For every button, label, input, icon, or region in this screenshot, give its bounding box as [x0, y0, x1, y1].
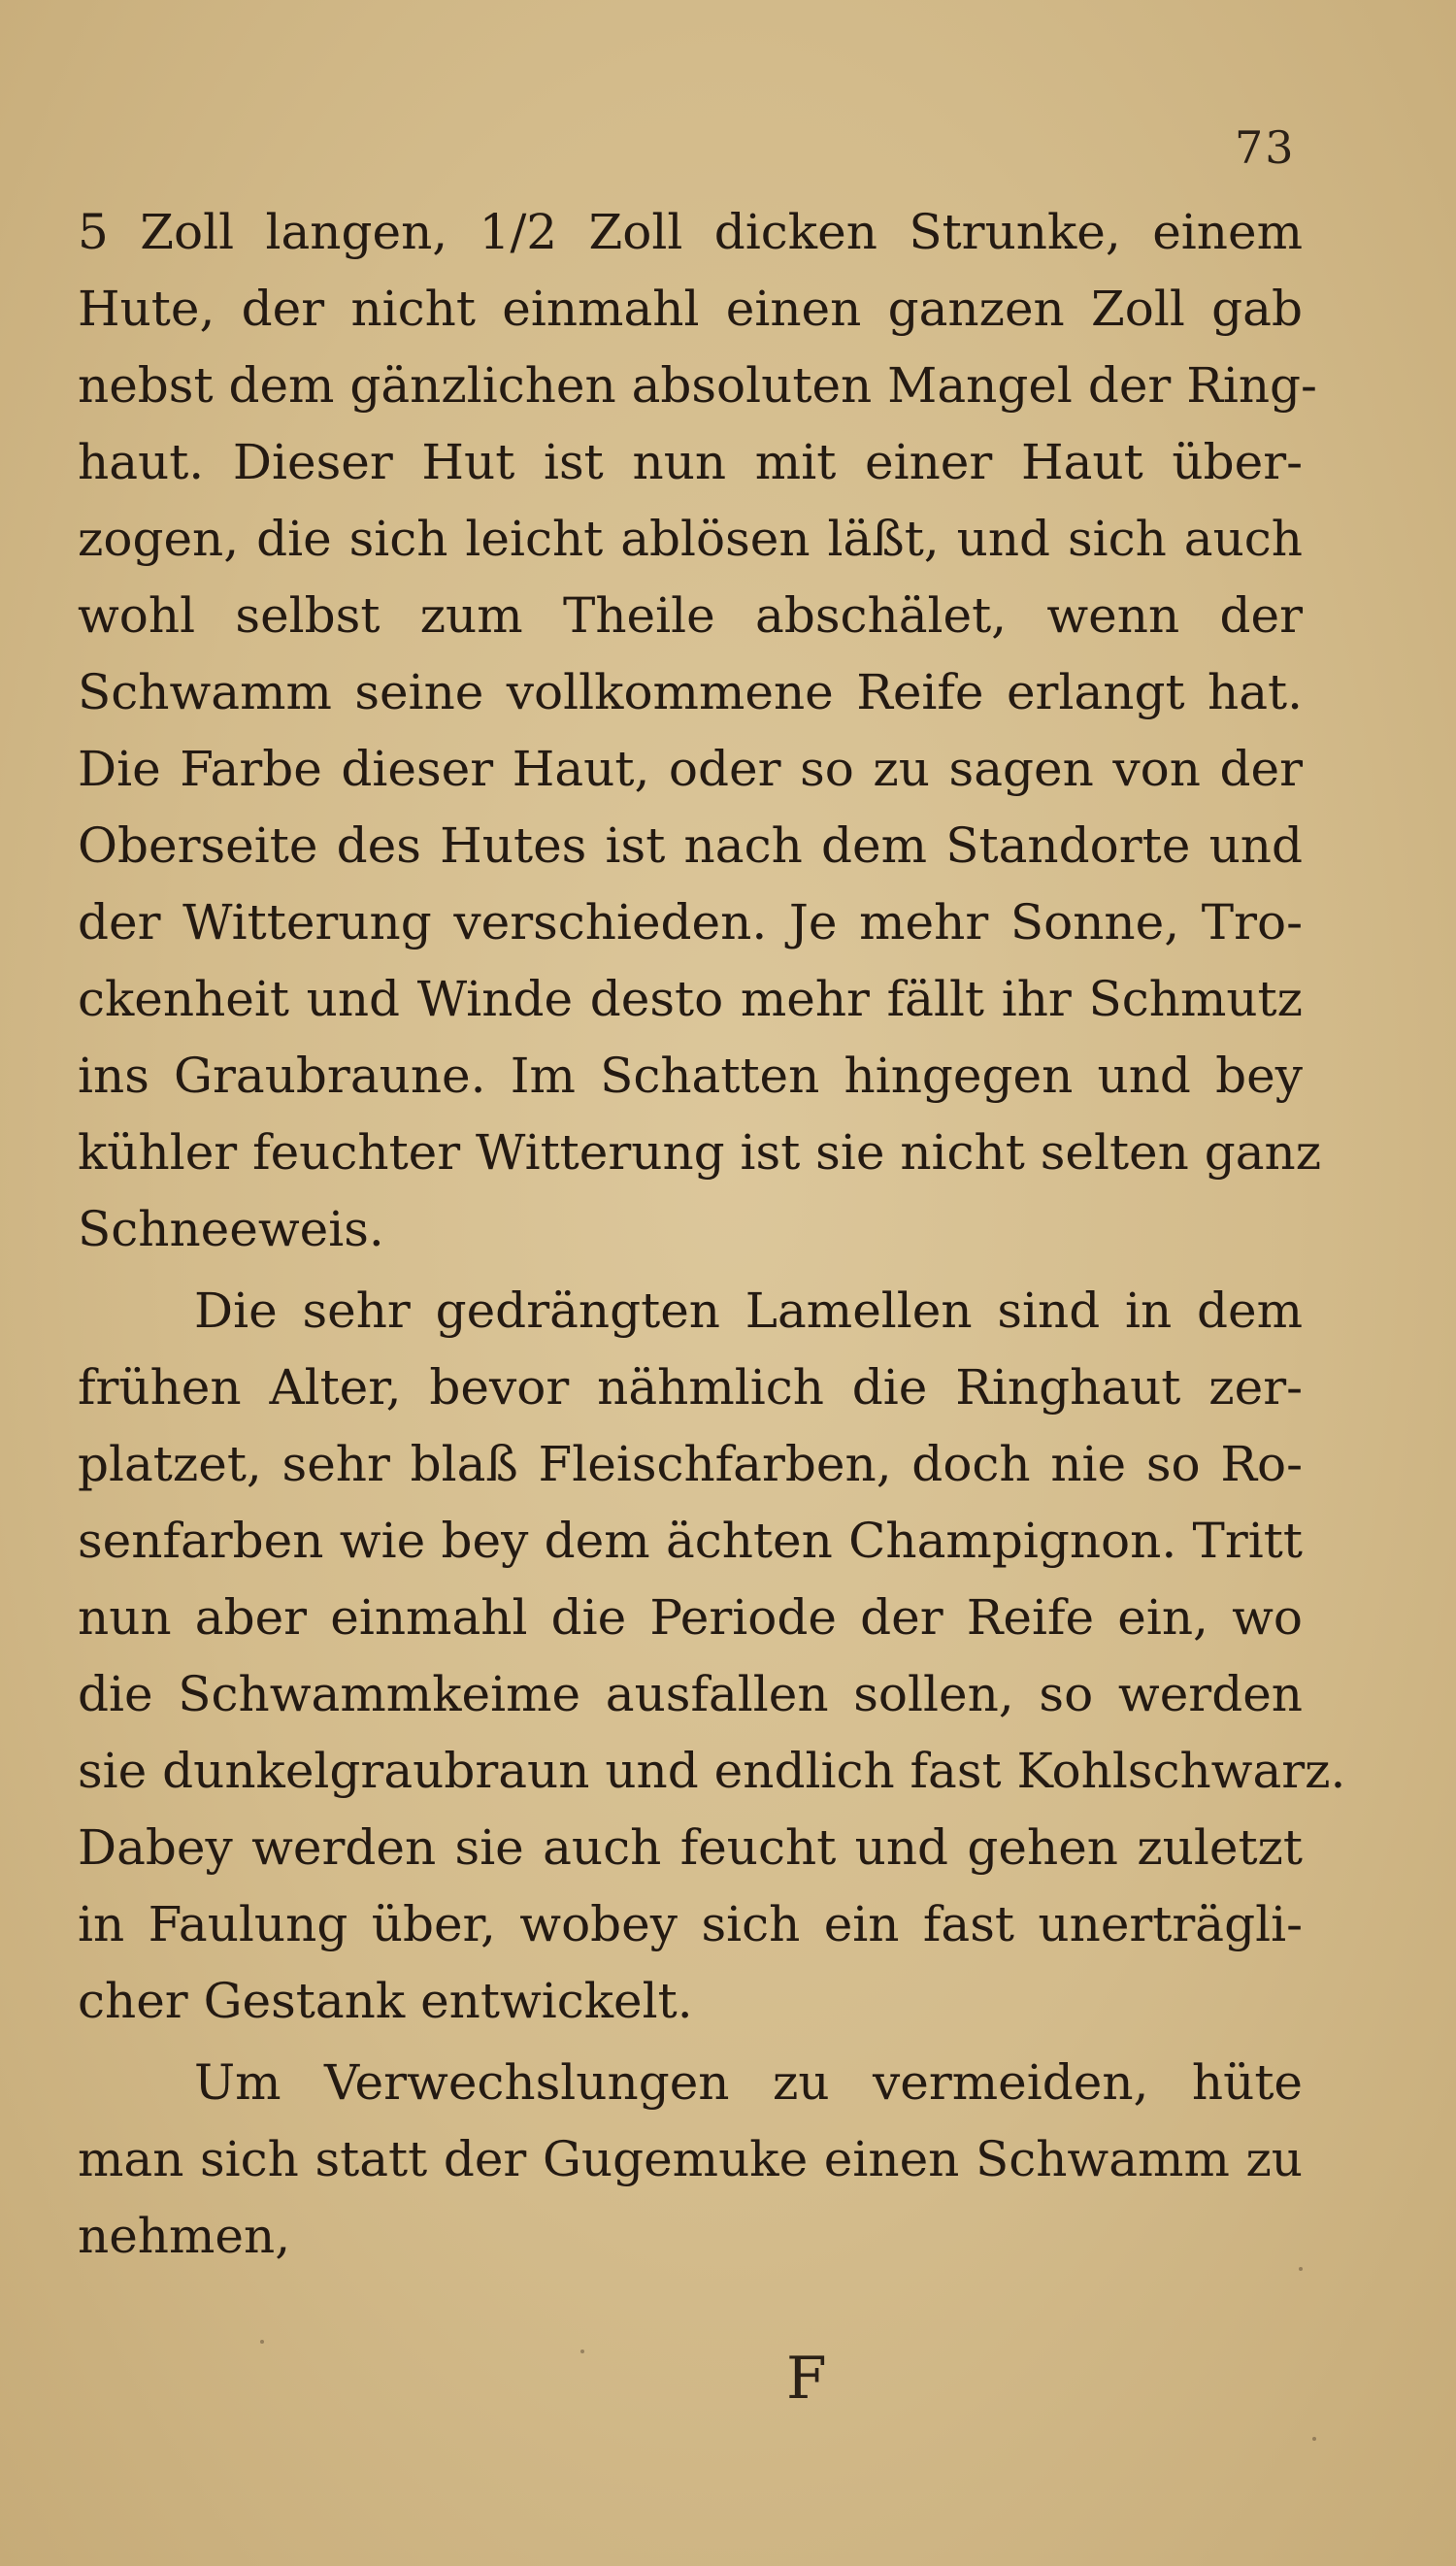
signature-mark: F	[786, 2345, 827, 2413]
text-line: frühen Alter, bevor nähmlich die Ringhaut zer-	[78, 1359, 1303, 1416]
text-line: Schwamm seine vollkommene Reife erlangt hat.	[78, 664, 1303, 720]
text-line: 5 Zoll langen, 1/2 Zoll dicken Strunke, einem	[78, 204, 1303, 260]
text-line: der Witterung verschieden. Je mehr Sonne, Tro-	[78, 894, 1303, 950]
page-number: 73	[1235, 121, 1296, 174]
paper-speck	[1312, 2437, 1316, 2441]
text-line: Schneeweis.	[78, 1201, 384, 1257]
text-line: Hute, der nicht einmahl einen ganzen Zoll gab	[78, 281, 1303, 337]
text-line: ckenheit und Winde desto mehr fällt ihr Schmutz	[78, 971, 1303, 1027]
text-line: man sich statt der Gugemuke einen Schwamm zu	[78, 2131, 1303, 2187]
text-line: Die Farbe dieser Haut, oder so zu sagen von der	[78, 741, 1303, 797]
text-line: wohl selbst zum Theile abschälet, wenn der	[78, 587, 1303, 644]
text-line: cher Gestank entwickelt.	[78, 1973, 693, 2029]
paper-speck	[1299, 2267, 1303, 2271]
text-line: platzet, sehr blaß Fleischfarben, doch nie so Ro-	[78, 1436, 1303, 1492]
paper-speck	[580, 2349, 584, 2353]
text-line: senfarben wie bey dem ächten Champignon. Tritt	[78, 1513, 1303, 1569]
text-line: nehmen,	[78, 2208, 291, 2264]
text-line: Oberseite des Hutes ist nach dem Standorte und	[78, 817, 1303, 874]
paper-speck	[260, 2340, 264, 2344]
text-line: nebst dem gänzlichen absoluten Mangel der Ring-	[78, 357, 1317, 414]
text-line: sie dunkelgraubraun und endlich fast Kohlschwarz.	[78, 1743, 1346, 1799]
text-line: Um Verwechslungen zu vermeiden, hüte	[194, 2054, 1303, 2111]
text-line: Die sehr gedrängten Lamellen sind in dem	[194, 1283, 1303, 1339]
text-line: nun aber einmahl die Periode der Reife ein, wo	[78, 1589, 1303, 1646]
text-line: Dabey werden sie auch feucht und gehen zuletzt	[78, 1819, 1303, 1876]
text-line: zogen, die sich leicht ablösen läßt, und sich auch	[78, 511, 1303, 567]
text-line: ins Graubraune. Im Schatten hingegen und bey	[78, 1048, 1303, 1104]
text-line: in Faulung über, wobey sich ein fast unerträgli-	[78, 1896, 1303, 1952]
text-line: kühler feuchter Witterung ist sie nicht selten ganz	[78, 1124, 1322, 1181]
text-line: die Schwammkeime ausfallen sollen, so werden	[78, 1666, 1303, 1722]
text-line: haut. Dieser Hut ist nun mit einer Haut über-	[78, 434, 1303, 490]
